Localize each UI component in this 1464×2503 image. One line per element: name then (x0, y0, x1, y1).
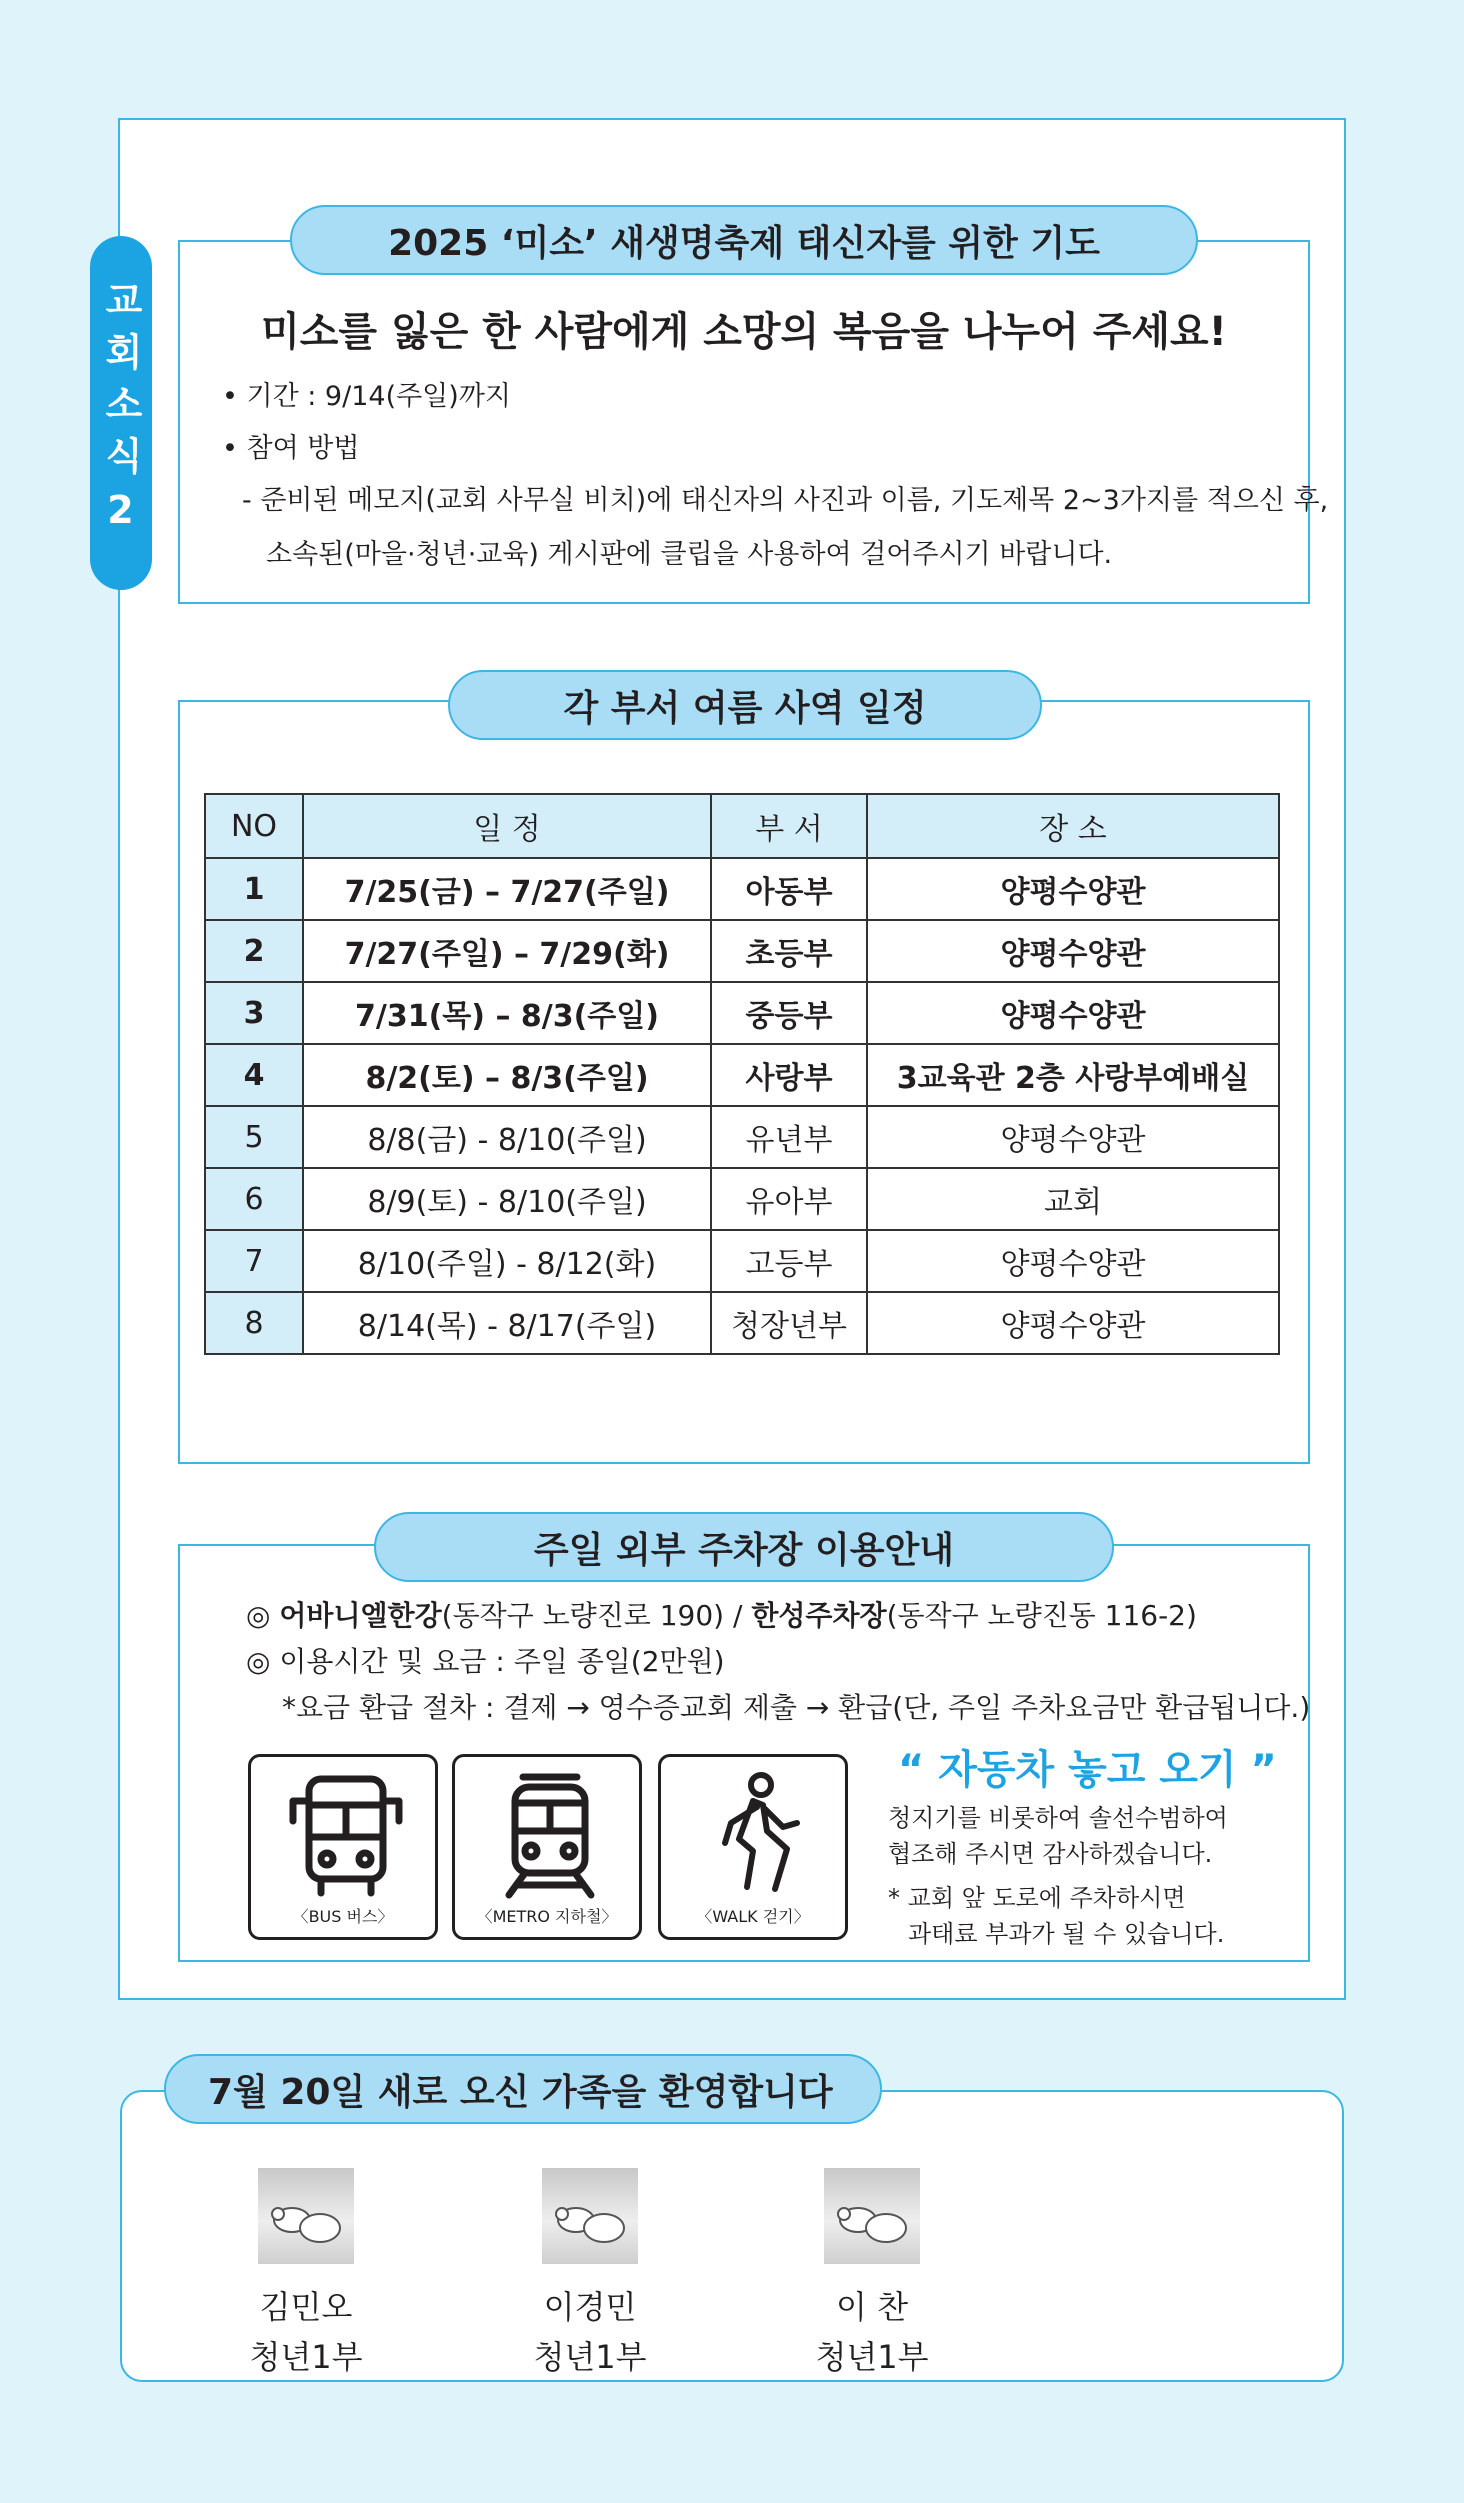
lot1-address: (동작구 노량진로 190) / (441, 1599, 752, 1632)
member-card (772, 2168, 972, 2382)
member-photo-icon (542, 2168, 638, 2264)
member-card (490, 2168, 690, 2382)
parking-note-1: * 교회 앞 도로에 주차하시면 (888, 1884, 1186, 1912)
walk-card (658, 1754, 848, 1940)
table-row (205, 920, 1279, 982)
member-photo-icon (824, 2168, 920, 2264)
parking-note-2: 과태료 부과가 될 수 있습니다. (908, 1920, 1225, 1948)
row-place: 양평수양관 (867, 858, 1279, 920)
row-place: 양평수양관 (867, 920, 1279, 982)
bus-icon (281, 1771, 411, 1901)
lot2-address: (동작구 노량진동 116-2) (886, 1599, 1197, 1632)
row-place: 양평수양관 (867, 1292, 1279, 1354)
row-place: 양평수양관 (867, 1106, 1279, 1168)
row-no: 7 (205, 1230, 303, 1292)
row-no: 4 (205, 1044, 303, 1106)
member-group: 청년1부 (249, 2338, 363, 2376)
row-date: 8/10(주일) - 8/12(화) (303, 1230, 711, 1292)
row-dept: 초등부 (711, 920, 867, 982)
walk-icon (691, 1771, 821, 1901)
schedule-table (204, 793, 1280, 1355)
slogan: “ 자동차 놓고 오기 ” (898, 1747, 1277, 1793)
welcome-title: 7월 20일 새로 오신 가족을 환영합니다 (208, 2071, 833, 2113)
row-dept: 사랑부 (711, 1044, 867, 1106)
metro-caption: 〈METRO 지하철〉 (476, 1907, 618, 1926)
table-row (205, 1292, 1279, 1354)
row-dept: 유아부 (711, 1168, 867, 1230)
row-place: 교회 (867, 1168, 1279, 1230)
slogan-desc-2: 협조해 주시면 감사하겠습니다. (888, 1840, 1213, 1868)
row-dept: 아동부 (711, 858, 867, 920)
table-row (205, 1230, 1279, 1292)
member-name: 이 찬 (836, 2288, 908, 2326)
prayer-method-line1: - 준비된 메모지(교회 사무실 비치)에 태신자의 사진과 이름, 기도제목 2~3가지를 적으신 후, (242, 485, 1329, 516)
row-dept: 유년부 (711, 1106, 867, 1168)
schedule-title: 각 부서 여름 사역 일정 (563, 687, 927, 729)
row-date: 8/9(토) - 8/10(주일) (303, 1168, 711, 1230)
schedule-header-row (205, 794, 1279, 858)
parking-title: 주일 외부 주차장 이용안내 (533, 1529, 955, 1571)
table-row (205, 1106, 1279, 1168)
prayer-method-line2: 소속된(마을·청년·교육) 게시판에 클립을 사용하여 걸어주시기 바랍니다. (266, 539, 1113, 570)
header-date: 일 정 (303, 794, 711, 858)
row-dept: 청장년부 (711, 1292, 867, 1354)
row-date: 8/8(금) - 8/10(주일) (303, 1106, 711, 1168)
parking-refund: *요금 환급 절차 : 결제 → 영수증교회 제출 → 환급(단, 주일 주차요금만 환급됩니다.) (282, 1691, 1311, 1724)
row-date: 7/27(주일) – 7/29(화) (303, 920, 711, 982)
row-no: 1 (205, 858, 303, 920)
metro-card (452, 1754, 642, 1940)
table-row (205, 982, 1279, 1044)
parking-lots (246, 1594, 1197, 1638)
member-name: 이경민 (543, 2288, 637, 2326)
member-photo-icon (258, 2168, 354, 2264)
lot-mark: ◎ (246, 1599, 271, 1632)
lot1-name: 어바니엘한강 (279, 1599, 442, 1632)
table-row (205, 1168, 1279, 1230)
prayer-headline: 미소를 잃은 한 사람에게 소망의 복음을 나누어 주세요! (261, 309, 1227, 355)
table-row (205, 858, 1279, 920)
row-place: 양평수양관 (867, 1230, 1279, 1292)
member-group: 청년1부 (533, 2338, 647, 2376)
walk-caption: 〈WALK 걷기〉 (696, 1907, 810, 1926)
welcome-title-pill (164, 2054, 882, 2124)
side-tab-church-news (90, 236, 152, 590)
header-place: 장 소 (867, 794, 1279, 858)
metro-icon (485, 1771, 615, 1901)
row-place: 양평수양관 (867, 982, 1279, 1044)
prayer-period: • 기간 : 9/14(주일)까지 (222, 381, 511, 412)
parking-title-pill (374, 1512, 1114, 1582)
member-card (206, 2168, 406, 2382)
side-tab-label: 교회소식2 (98, 280, 143, 546)
member-group: 청년1부 (815, 2338, 929, 2376)
row-no: 5 (205, 1106, 303, 1168)
slogan-desc-1: 청지기를 비롯하여 솔선수범하여 (888, 1804, 1228, 1832)
row-no: 8 (205, 1292, 303, 1354)
row-no: 6 (205, 1168, 303, 1230)
parking-hours: ◎ 이용시간 및 요금 : 주일 종일(2만원) (246, 1645, 725, 1678)
prayer-title-pill (290, 205, 1198, 275)
row-no: 3 (205, 982, 303, 1044)
header-no: NO (205, 794, 303, 858)
table-row (205, 1044, 1279, 1106)
row-dept: 고등부 (711, 1230, 867, 1292)
row-dept: 중등부 (711, 982, 867, 1044)
header-dept: 부 서 (711, 794, 867, 858)
schedule-title-pill (448, 670, 1042, 740)
row-date: 7/31(목) – 8/3(주일) (303, 982, 711, 1044)
row-place: 3교육관 2층 사랑부예배실 (867, 1044, 1279, 1106)
bus-card (248, 1754, 438, 1940)
row-date: 8/2(토) – 8/3(주일) (303, 1044, 711, 1106)
row-date: 8/14(목) - 8/17(주일) (303, 1292, 711, 1354)
lot2-name: 한성주차장 (751, 1599, 887, 1632)
row-no: 2 (205, 920, 303, 982)
prayer-title: 2025 ‘미소’ 새생명축제 태신자를 위한 기도 (388, 222, 1100, 264)
bus-caption: 〈BUS 버스〉 (292, 1907, 394, 1926)
member-name: 김민오 (259, 2288, 353, 2326)
row-date: 7/25(금) – 7/27(주일) (303, 858, 711, 920)
prayer-method-label: • 참여 방법 (222, 433, 360, 464)
